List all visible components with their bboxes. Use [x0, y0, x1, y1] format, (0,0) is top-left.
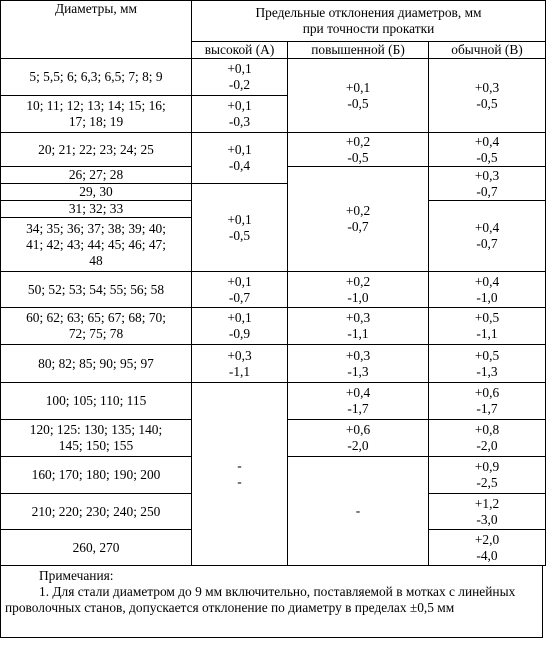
tolerance-b-cell: +0,6 -2,0 — [288, 420, 429, 457]
header-deviations: Предельные отклонения диаметров, мм при точности прокатки — [192, 1, 546, 42]
tolerance-c-cell: +0,4 -0,7 — [429, 201, 546, 272]
table-row — [1, 345, 546, 383]
tolerance-c-cell: +1,2 -3,0 — [429, 494, 546, 530]
diameter-cell: 50; 52; 53; 54; 55; 56; 58 — [1, 272, 192, 308]
tolerance-b-cell: +0,2 -1,0 — [288, 272, 429, 308]
tolerance-a-cell: - - — [192, 383, 288, 566]
diameter-cell: 29, 30 — [1, 184, 192, 201]
tolerance-c-cell: +2,0 -4,0 — [429, 530, 546, 566]
diameter-cell: 100; 105; 110; 115 — [1, 383, 192, 420]
table-row — [1, 272, 546, 308]
tolerance-c-cell: +0,4 -0,5 — [429, 133, 546, 167]
diameter-cell: 60; 62; 63; 65; 67; 68; 70; 72; 75; 78 — [1, 308, 192, 345]
tolerance-a-cell: +0,3 -1,1 — [192, 345, 288, 383]
diameter-cell: 5; 5,5; 6; 6,3; 6,5; 7; 8; 9 — [1, 59, 192, 96]
tolerance-c-cell: +0,6 -1,7 — [429, 383, 546, 420]
tolerance-b-cell: +0,4 -1,7 — [288, 383, 429, 420]
table-row — [1, 308, 546, 345]
tolerance-b-cell: +0,3 -1,1 — [288, 308, 429, 345]
tolerance-c-cell: +0,3 -0,5 — [429, 59, 546, 133]
tolerance-a-cell: +0,1 -0,5 — [192, 184, 288, 272]
diameter-cell: 210; 220; 230; 240; 250 — [1, 494, 192, 530]
diameter-cell: 120; 125: 130; 135; 140; 145; 150; 155 — [1, 420, 192, 457]
table-row — [1, 59, 546, 96]
header-col-a: высокой (А) — [192, 42, 288, 59]
diameter-cell: 260, 270 — [1, 530, 192, 566]
header-col-c: обычной (В) — [429, 42, 546, 59]
tolerance-c-cell: +0,5 -1,3 — [429, 345, 546, 383]
diameter-cell: 31; 32; 33 — [1, 201, 192, 218]
tolerance-a-cell: +0,1 -0,7 — [192, 272, 288, 308]
tolerance-b-cell: +0,3 -1,3 — [288, 345, 429, 383]
diameter-cell: 26; 27; 28 — [1, 167, 192, 184]
tolerance-c-cell: +0,8 -2,0 — [429, 420, 546, 457]
diameter-cell: 34; 35; 36; 37; 38; 39; 40; 41; 42; 43; 44; 45; 46; 47; 48 — [1, 218, 192, 272]
notes-text: 1. Для стали диаметром до 9 мм включительно, поставляемой в мотках с линейных проволочных станов, допускается отклонение по диаметру в пределах ±0,5 мм — [5, 584, 516, 615]
tolerance-a-cell: +0,1 -0,4 — [192, 133, 288, 184]
tolerance-a-cell: +0,1 -0,2 — [192, 59, 288, 96]
tolerance-b-cell: - — [288, 457, 429, 566]
tolerance-a-cell: +0,1 -0,9 — [192, 308, 288, 345]
tolerance-c-cell: +0,5 -1,1 — [429, 308, 546, 345]
table-row — [1, 133, 546, 167]
diameter-cell: 160; 170; 180; 190; 200 — [1, 457, 192, 494]
diameter-cell: 20; 21; 22; 23; 24; 25 — [1, 133, 192, 167]
tolerance-b-cell: +0,2 -0,5 — [288, 133, 429, 167]
header-diameters: Диаметры, мм — [1, 1, 192, 59]
tolerance-c-cell: +0,4 -1,0 — [429, 272, 546, 308]
tolerance-c-cell: +0,3 -0,7 — [429, 167, 546, 201]
table-notes — [0, 566, 543, 638]
diameter-cell: 80; 82; 85; 90; 95; 97 — [1, 345, 192, 383]
tolerance-c-cell: +0,9 -2,5 — [429, 457, 546, 494]
tolerance-b-cell: +0,1 -0,5 — [288, 59, 429, 133]
tolerance-b-cell: +0,2 -0,7 — [288, 167, 429, 272]
notes-title: Примечания: — [39, 568, 114, 583]
header-col-b: повышенной (Б) — [288, 42, 429, 59]
diameter-cell: 10; 11; 12; 13; 14; 15; 16; 17; 18; 19 — [1, 96, 192, 133]
table-row — [1, 383, 546, 420]
tolerance-a-cell: +0,1 -0,3 — [192, 96, 288, 133]
